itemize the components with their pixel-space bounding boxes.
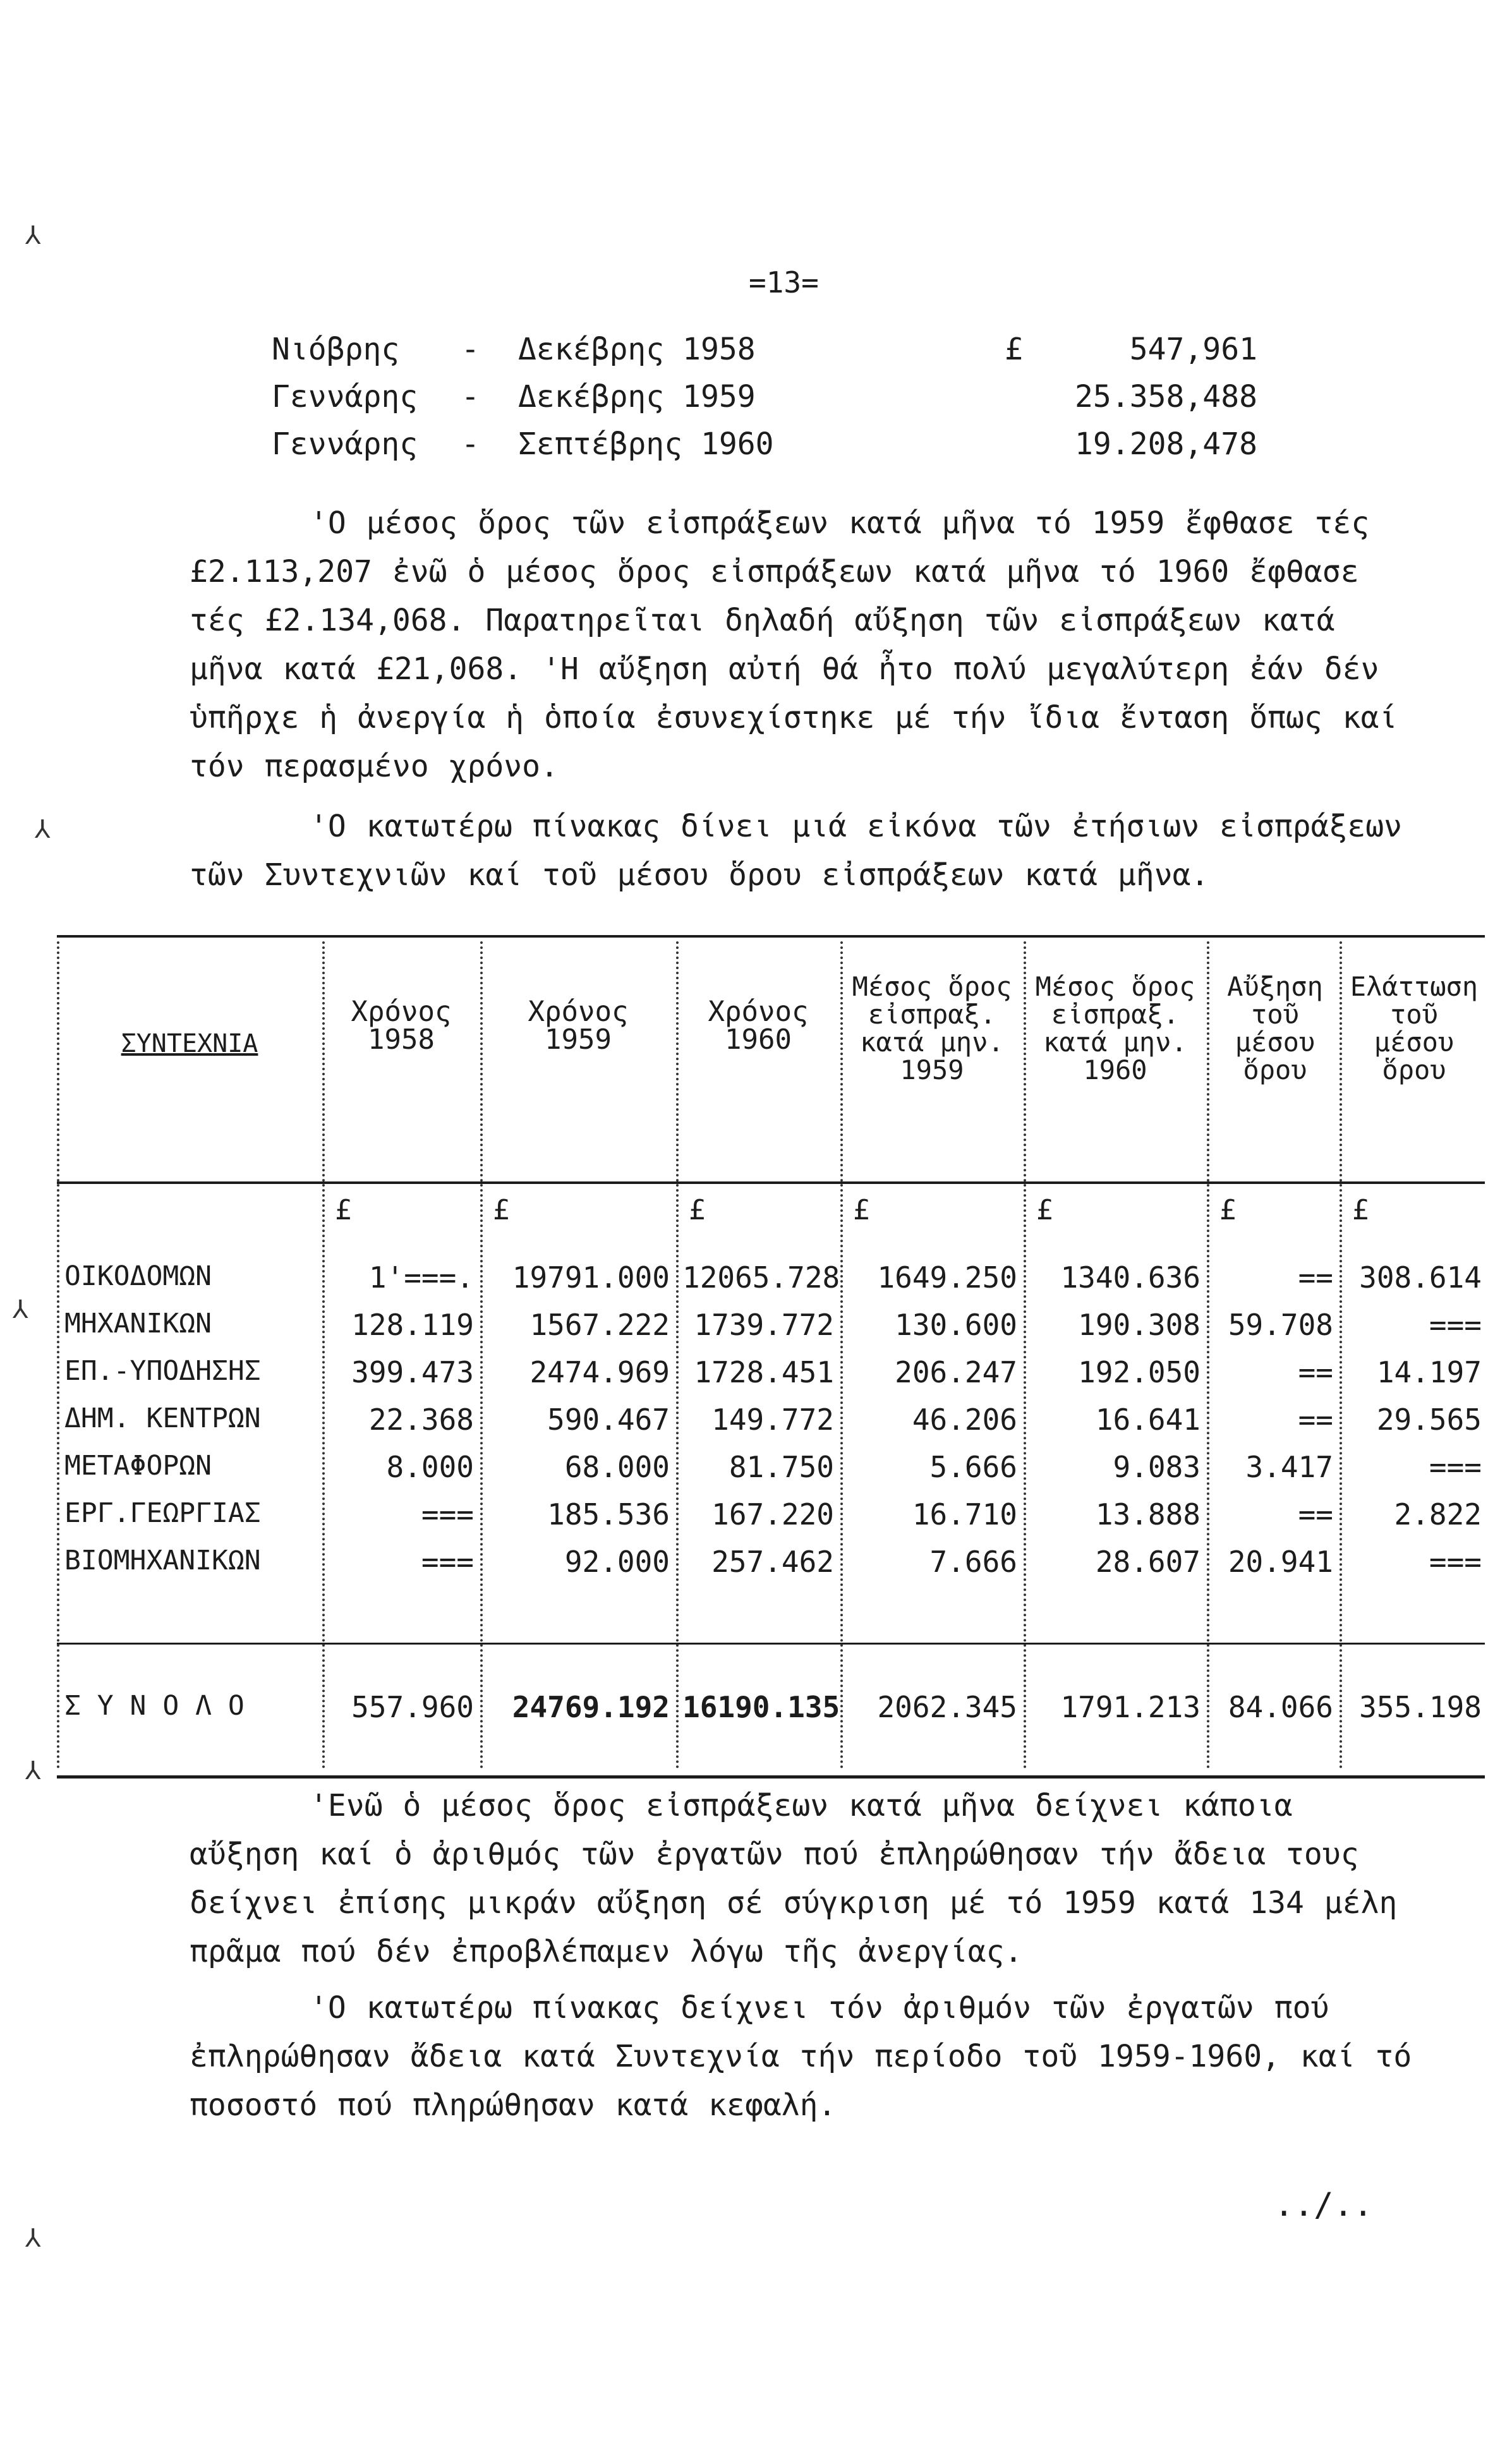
summary-to: Σεπτέβρης 1960 <box>518 426 774 462</box>
table-cell: 5.666 <box>929 1450 1017 1484</box>
margin-mark: ⅄ <box>13 1295 28 1324</box>
total-cell: 84.066 <box>1228 1690 1333 1724</box>
table-cell: 28.607 <box>1095 1545 1201 1579</box>
table-cell: 1649.250 <box>877 1260 1017 1295</box>
column-divider <box>1024 941 1026 1769</box>
table-cell: 2474.969 <box>529 1355 670 1389</box>
summary-amount: 547,961 <box>1129 332 1257 367</box>
summary-currency: £ <box>1005 332 1023 367</box>
table-cell: 29.565 <box>1376 1403 1482 1437</box>
table-cell: == <box>1298 1355 1333 1389</box>
unit-label: £ <box>689 1194 706 1226</box>
unit-label: £ <box>335 1194 352 1226</box>
paragraph: 'Ο κατωτέρω πίνακας δίνει μιά εἰκόνα τῶν ἐτήσιων εἰσπράξεων τῶν Συντεχνιῶν καί τοῦ μέσου ὅρου εἰσπράξεων κατά μῆνα. <box>190 809 1403 893</box>
header-union: ΣΥΝΤΕΧΝΙΑ <box>121 1029 258 1058</box>
table-cell: 14.197 <box>1376 1355 1482 1389</box>
table-cell: 399.473 <box>351 1355 474 1389</box>
margin-mark: ⅄ <box>35 815 51 844</box>
unit-label: £ <box>853 1194 870 1226</box>
table-row-label: ΜΗΧΑΝΙΚΩΝ <box>64 1308 212 1339</box>
total-cell: 557.960 <box>351 1690 474 1724</box>
column-divider <box>480 941 483 1769</box>
table-cell: 12065.728 <box>682 1260 840 1295</box>
summary-row <box>272 426 1257 471</box>
column-divider <box>322 941 325 1769</box>
table-rule <box>57 1775 1485 1779</box>
table-cell: 68.000 <box>564 1450 670 1484</box>
table-cell: 149.772 <box>711 1403 834 1437</box>
table-cell: == <box>1298 1403 1333 1437</box>
margin-mark: ⅄ <box>25 1756 41 1785</box>
table-cell: 9.083 <box>1113 1450 1201 1484</box>
margin-mark: ⅄ <box>25 2224 41 2253</box>
summary-to: Δεκέβρης 1959 <box>518 379 756 414</box>
total-row-label: Σ Υ Ν Ο Λ Ο <box>64 1690 245 1722</box>
summary-from: Νιόβρης <box>272 332 400 367</box>
unit-label: £ <box>493 1194 510 1226</box>
column-divider <box>1207 941 1209 1769</box>
table-cell: 1340.636 <box>1060 1260 1201 1295</box>
table-rule <box>57 935 1485 938</box>
summary-from: Γεννάρης <box>272 379 418 414</box>
table-cell: 16.710 <box>912 1497 1017 1531</box>
margin-mark: ⅄ <box>25 221 41 250</box>
total-cell: 2062.345 <box>877 1690 1017 1724</box>
table-cell: 1567.222 <box>529 1308 670 1342</box>
table-cell: 1728.451 <box>694 1355 834 1389</box>
table-cell: 92.000 <box>564 1545 670 1579</box>
total-cell: 1791.213 <box>1060 1690 1201 1724</box>
header-avg-1959: Μέσος ὅρος εἰσπραξ. κατά μην. 1959 <box>852 971 1012 1085</box>
table-row-label: ΒΙΟΜΗΧΑΝΙΚΩΝ <box>64 1545 261 1576</box>
summary-dash: - <box>461 426 480 462</box>
header-1959: Χρόνος 1959 <box>528 996 629 1056</box>
column-divider <box>676 941 679 1769</box>
continuation-mark: ../.. <box>1274 2186 1373 2224</box>
table-cell: === <box>1429 1308 1482 1342</box>
table-cell: === <box>1429 1450 1482 1484</box>
page-number: =13= <box>749 265 819 299</box>
table-rule <box>57 1643 1485 1645</box>
unit-label: £ <box>1352 1194 1369 1226</box>
header-1960: Χρόνος 1960 <box>708 996 809 1056</box>
table-row-label: ΟΙΚΟΔΟΜΩΝ <box>64 1260 212 1292</box>
total-cell: 24769.192 <box>512 1690 670 1724</box>
header-1958: Χρόνος 1958 <box>351 996 452 1056</box>
table-cell: 46.206 <box>912 1403 1017 1437</box>
total-cell: 355.198 <box>1359 1690 1482 1724</box>
header-increase: Αὔξηση τοῦ μέσου ὅρου <box>1227 971 1323 1085</box>
table-cell: 7.666 <box>929 1545 1017 1579</box>
table-cell: 13.888 <box>1095 1497 1201 1531</box>
header-decrease: Ελάττωση τοῦ μέσου ὅρου <box>1350 971 1479 1085</box>
table-cell: 20.941 <box>1228 1545 1333 1579</box>
table-cell: 22.368 <box>368 1403 474 1437</box>
table-cell: 257.462 <box>711 1545 834 1579</box>
table-cell: 3.417 <box>1245 1450 1333 1484</box>
unit-label: £ <box>1036 1194 1053 1226</box>
summary-amount: 19.208,478 <box>1075 426 1257 462</box>
summary-row <box>272 332 1257 376</box>
paragraph: 'Ο μέσος ὅρος τῶν εἰσπράξεων κατά μῆνα τό 1959 ἔφθασε τές £2.113,207 ἐνῶ ὁ μέσος ὅρος εἰσπράξεων κατά μῆνα τό 1960 ἔφθασε τές £2.134,068. Παρατηρεῖται δηλαδή αὔξηση τῶν εἰσπράξεων κατά μῆνα κατά £21,068. 'Η αὔξηση αὐτή θά ἦτο πολύ μεγαλύτερη ἐάν δέν ὑπῆρχε ἡ ἀνεργία ἡ ὁποία ἐσυνεχίστηκε μέ τήν ἴδια ἔνταση ὅπως καί τόν περασμένο χρόνο. <box>190 505 1398 784</box>
table-row-label: ΔΗΜ. ΚΕΝΤΡΩΝ <box>64 1403 261 1434</box>
summary-dash: - <box>461 379 480 414</box>
table-cell: 128.119 <box>351 1308 474 1342</box>
column-divider <box>57 941 59 1769</box>
table-cell: 59.708 <box>1228 1308 1333 1342</box>
table-cell: === <box>421 1545 474 1579</box>
table-cell: == <box>1298 1497 1333 1531</box>
table-cell: 2.822 <box>1394 1497 1482 1531</box>
table-cell: 1'===. <box>368 1260 474 1295</box>
table-cell: 308.614 <box>1359 1260 1482 1295</box>
table-cell: 16.641 <box>1095 1403 1201 1437</box>
table-cell: 1739.772 <box>694 1308 834 1342</box>
table-cell: 590.467 <box>547 1403 670 1437</box>
summary-amount: 25.358,488 <box>1075 379 1257 414</box>
table-row-label: ΕΡΓ.ΓΕΩΡΓΙΑΣ <box>64 1497 261 1529</box>
table-cell: 167.220 <box>711 1497 834 1531</box>
summary-to: Δεκέβρης 1958 <box>518 332 756 367</box>
paragraph: 'Ο κατωτέρω πίνακας δείχνει τόν ἀριθμόν τῶν ἐργατῶν πού ἐπληρώθησαν ἄδεια κατά Συντεχνία τήν περίοδο τοῦ 1959-1960, καί τό ποσοστό πού πληρώθησαν κατά κεφαλή. <box>190 1990 1412 2123</box>
table-row-label: ΕΠ.-ΥΠΟΔΗΣΗΣ <box>64 1355 261 1387</box>
total-cell: 16190.135 <box>682 1690 840 1724</box>
header-avg-1960: Μέσος ὅρος εἰσπραξ. κατά μην. 1960 <box>1035 971 1195 1085</box>
summary-from: Γεννάρης <box>272 426 418 462</box>
table-cell: === <box>1429 1545 1482 1579</box>
unit-label: £ <box>1219 1194 1237 1226</box>
table-cell: 19791.000 <box>512 1260 670 1295</box>
table-cell: 192.050 <box>1078 1355 1201 1389</box>
table-cell: == <box>1298 1260 1333 1295</box>
table-cell: 81.750 <box>729 1450 834 1484</box>
table-row-label: ΜΕΤΑΦΟΡΩΝ <box>64 1450 212 1482</box>
column-divider <box>840 941 843 1769</box>
table-cell: 185.536 <box>547 1497 670 1531</box>
paragraph: 'Ενῶ ὁ μέσος ὅρος εἰσπράξεων κατά μῆνα δείχνει κάποια αὔξηση καί ὁ ἀριθμός τῶν ἐργατῶν πού ἐπληρώθησαν τήν ἄδεια τους δείχνει ἐπίσης μικράν αὔξηση σέ σύγκριση μέ τό 1959 κατά 134 μέλη πρᾶμα πού δέν ἐπροβλέπαμεν λόγω τῆς ἀνεργίας. <box>190 1788 1398 1969</box>
summary-row <box>272 379 1257 423</box>
table-cell: 206.247 <box>895 1355 1017 1389</box>
table-rule <box>57 1181 1485 1184</box>
summary-dash: - <box>461 332 480 367</box>
table-cell: 8.000 <box>386 1450 474 1484</box>
column-divider <box>1340 941 1342 1769</box>
table-cell: === <box>421 1497 474 1531</box>
table-cell: 130.600 <box>895 1308 1017 1342</box>
table-cell: 190.308 <box>1078 1308 1201 1342</box>
